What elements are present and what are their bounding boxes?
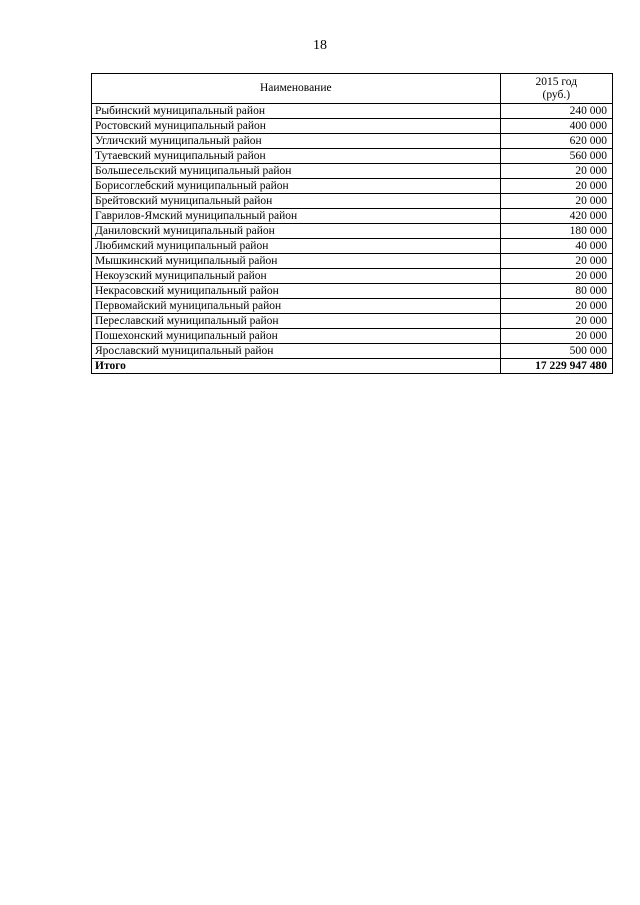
header-name: Наименование [92, 74, 501, 104]
row-name: Ростовский муниципальный район [92, 119, 501, 134]
table-row [92, 254, 613, 269]
row-value: 80 000 [500, 284, 612, 299]
row-value: 20 000 [500, 179, 612, 194]
header-year-label: 2015 год [535, 75, 578, 88]
row-name: Мышкинский муниципальный район [92, 254, 501, 269]
row-name: Борисоглебский муниципальный район [92, 179, 501, 194]
header-year [500, 74, 612, 104]
table-row [92, 269, 613, 284]
row-name: Гаврилов-Ямский муниципальный район [92, 209, 501, 224]
row-name: Угличский муниципальный район [92, 134, 501, 149]
table-row [92, 239, 613, 254]
row-value: 400 000 [500, 119, 612, 134]
row-value: 20 000 [500, 329, 612, 344]
budget-table [91, 73, 613, 374]
row-name: Первомайский муниципальный район [92, 299, 501, 314]
header-year-unit: (руб.) [542, 88, 571, 101]
table-header-row [92, 74, 613, 104]
row-name: Некрасовский муниципальный район [92, 284, 501, 299]
row-name: Любимский муниципальный район [92, 239, 501, 254]
row-value: 560 000 [500, 149, 612, 164]
page-number: 18 [313, 38, 327, 53]
row-name: Брейтовский муниципальный район [92, 194, 501, 209]
table-row [92, 179, 613, 194]
table-row [92, 344, 613, 359]
row-value: 420 000 [500, 209, 612, 224]
row-value: 20 000 [500, 254, 612, 269]
row-name: Рыбинский муниципальный район [92, 104, 501, 119]
row-name: Пошехонский муниципальный район [92, 329, 501, 344]
table-row [92, 224, 613, 239]
total-value: 17 229 947 480 [500, 359, 612, 374]
table-row [92, 164, 613, 179]
table-row [92, 209, 613, 224]
row-value: 180 000 [500, 224, 612, 239]
row-value: 500 000 [500, 344, 612, 359]
row-value: 20 000 [500, 164, 612, 179]
row-value: 40 000 [500, 239, 612, 254]
table-row [92, 329, 613, 344]
row-name: Тутаевский муниципальный район [92, 149, 501, 164]
table-row [92, 104, 613, 119]
row-value: 20 000 [500, 194, 612, 209]
row-value: 20 000 [500, 299, 612, 314]
row-name: Ярославский муниципальный район [92, 344, 501, 359]
row-name: Даниловский муниципальный район [92, 224, 501, 239]
table-row [92, 314, 613, 329]
row-value: 20 000 [500, 314, 612, 329]
row-name: Некоузский муниципальный район [92, 269, 501, 284]
row-value: 240 000 [500, 104, 612, 119]
row-value: 20 000 [500, 269, 612, 284]
total-row [92, 359, 613, 374]
table-row [92, 134, 613, 149]
table-body [92, 104, 613, 374]
table-row [92, 194, 613, 209]
table-row [92, 299, 613, 314]
table-row [92, 149, 613, 164]
row-value: 620 000 [500, 134, 612, 149]
total-label: Итого [92, 359, 501, 374]
row-name: Большесельский муниципальный район [92, 164, 501, 179]
row-name: Переславский муниципальный район [92, 314, 501, 329]
table-row [92, 284, 613, 299]
table-row [92, 119, 613, 134]
